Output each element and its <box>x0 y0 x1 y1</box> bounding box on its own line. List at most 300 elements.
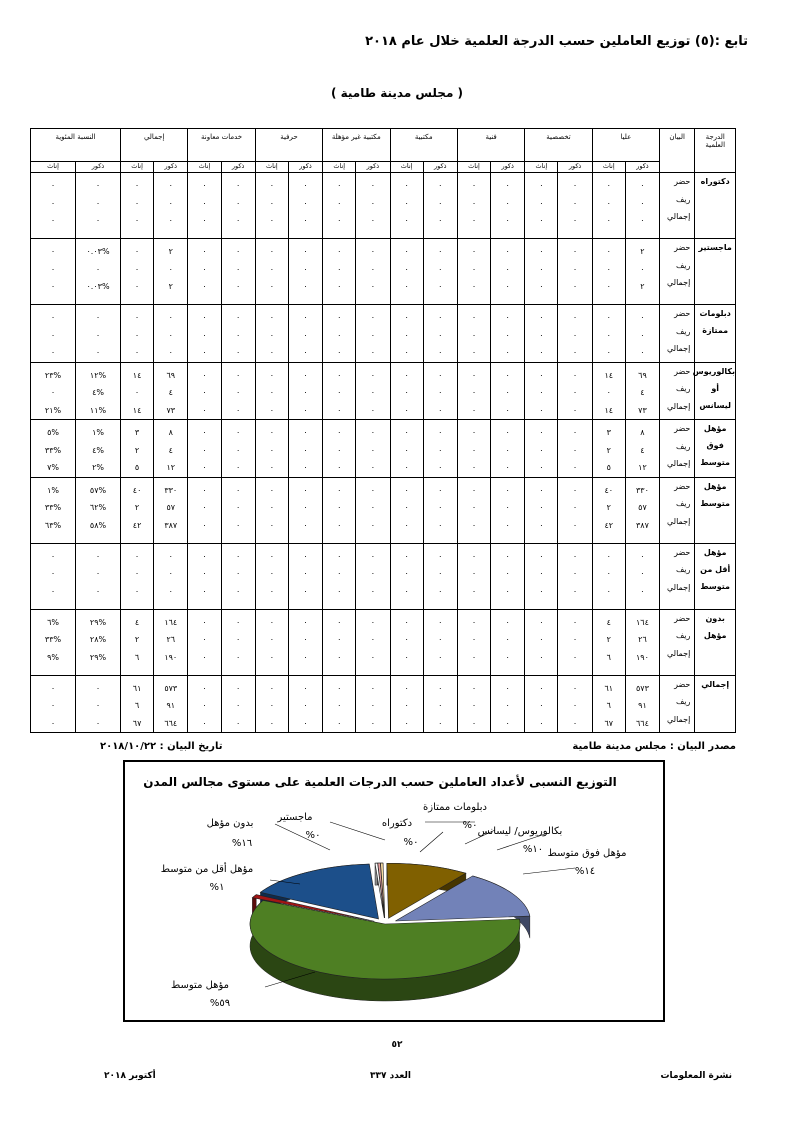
value-cell <box>558 173 592 239</box>
value-cell <box>356 477 390 543</box>
value-cell <box>323 362 356 420</box>
male-subheader: ذكور <box>423 162 457 173</box>
cell-value: ٠ <box>337 718 342 728</box>
cell-value: ٠ <box>505 216 510 225</box>
value-cell <box>525 173 558 239</box>
cell-value: ٠ <box>236 181 241 190</box>
cell-value: ٠ <box>370 652 376 662</box>
value-cell <box>491 239 525 305</box>
value-cell <box>592 305 625 363</box>
cell-value: ٦ <box>606 652 611 662</box>
value-cell <box>288 239 322 305</box>
cell-value: ١٦٤ <box>164 617 178 627</box>
cell-value: ٠ <box>303 635 308 644</box>
cell-value: ٠ <box>303 683 308 693</box>
cell-value: ٠ <box>438 652 443 662</box>
cell-value: %٤ <box>92 388 104 397</box>
cell-value: ١٢ <box>638 463 647 472</box>
cell-value: ٠ <box>404 216 409 225</box>
value-cell <box>288 675 322 733</box>
cell-value: ٠ <box>134 388 140 397</box>
cell-value: ٦ <box>606 701 611 710</box>
cell-value: ٠ <box>572 388 578 397</box>
degree-label: دكتوراه <box>695 173 736 239</box>
value-cell <box>558 362 592 420</box>
value-cell <box>592 362 625 420</box>
value-cell <box>76 609 121 675</box>
footer-publication: نشرة المعلومات <box>660 1071 732 1081</box>
slice-label: ماجستير <box>277 812 313 823</box>
value-cell <box>390 477 423 543</box>
value-cell <box>120 173 153 239</box>
slice-label: مؤهل فوق متوسط <box>547 848 627 859</box>
cell-value: ٠ <box>95 718 101 728</box>
degree-label: دبلومات ممتازة <box>695 305 736 363</box>
category-label: حضر <box>674 177 691 186</box>
cell-value: ٠ <box>337 313 342 322</box>
cell-value: ٠ <box>337 264 342 274</box>
cell-value: ٠ <box>337 503 342 512</box>
cell-value: ٠ <box>404 348 409 357</box>
category-label: حضر <box>674 424 691 433</box>
category-label: إجمالي <box>667 344 691 353</box>
category-cell <box>660 420 695 478</box>
cell-value: %٢٣ <box>44 370 62 380</box>
cell-value: ٠ <box>505 428 510 437</box>
cell-value: ٠ <box>269 551 274 561</box>
cell-value: ٠ <box>202 463 207 472</box>
value-cell <box>423 420 457 478</box>
value-cell <box>288 305 322 363</box>
cell-value: ٠ <box>95 216 101 225</box>
value-cell <box>323 609 356 675</box>
value-cell <box>221 362 255 420</box>
cell-value: ٠ <box>303 485 308 495</box>
cell-value: ٠ <box>236 586 241 596</box>
cell-value: ٠ <box>471 635 477 644</box>
cell-value: ٠ <box>303 282 308 291</box>
cell-value: ١٦٤ <box>636 617 649 627</box>
cell-value: ٦٩ <box>638 370 647 380</box>
cell-value: ٠ <box>50 282 56 291</box>
cell-value: ٠ <box>202 264 207 274</box>
cell-value: ٠ <box>236 701 241 710</box>
cell-value: ٣ <box>606 428 611 437</box>
male-subheader: ذكور <box>491 162 525 173</box>
cell-value: ٠ <box>640 181 645 190</box>
cell-value: ٠ <box>471 348 477 357</box>
cell-value: ٠ <box>404 652 409 662</box>
value-cell <box>525 477 558 543</box>
cell-value: ٢ <box>134 635 140 644</box>
cell-value: ٠ <box>438 330 443 340</box>
cell-value: ٤٠ <box>604 485 614 495</box>
cell-value: ٠ <box>168 313 173 322</box>
cell-value: ٦٩ <box>166 370 176 380</box>
cell-value: ٠ <box>303 247 308 256</box>
cell-value: ٠ <box>471 569 477 578</box>
cell-value: ٠ <box>572 330 578 340</box>
value-cell <box>31 675 76 733</box>
cell-value: ٠ <box>404 520 409 530</box>
cell-value: ٣٣٠ <box>636 485 649 495</box>
cell-value: ٠ <box>404 198 409 208</box>
cell-value: ٠ <box>572 652 578 662</box>
category-label: إجمالي <box>667 648 691 658</box>
cell-value: ٠ <box>370 683 376 693</box>
cell-value: ٠ <box>471 264 477 274</box>
cell-value: ٠ <box>303 181 308 190</box>
value-cell <box>423 675 457 733</box>
cell-value: ٠ <box>134 586 140 596</box>
cell-value: %١ <box>47 485 59 495</box>
cell-value: ٠ <box>471 370 477 380</box>
cell-value: ٠ <box>134 181 140 190</box>
cell-value: ٠ <box>202 586 207 596</box>
degree-label: مؤهل فوق متوسط <box>695 420 736 478</box>
cell-value: ٠ <box>606 551 611 561</box>
cell-value: ٠ <box>236 652 241 662</box>
cell-value: ٠ <box>539 405 544 415</box>
cell-value: ٠ <box>404 569 409 578</box>
footer-issue: العدد ٣٣٧ <box>370 1071 411 1081</box>
value-cell <box>558 543 592 609</box>
cell-value: ٠ <box>202 388 207 397</box>
cell-value: ٠ <box>572 445 578 455</box>
cell-value: ٠ <box>168 330 173 340</box>
slice-value: %١٦ <box>231 838 253 849</box>
cell-value: ٠ <box>168 348 173 357</box>
cell-value: ١٤ <box>132 370 142 380</box>
cell-value: %٢١ <box>44 405 62 415</box>
value-cell <box>76 173 121 239</box>
cell-value: ٠ <box>505 463 510 472</box>
cell-value: ٠ <box>202 569 207 578</box>
cell-value: ٠ <box>269 485 274 495</box>
cell-value: ٠ <box>370 485 376 495</box>
value-cell <box>525 239 558 305</box>
cell-value: ٢٦ <box>638 635 647 644</box>
cell-value: ٠ <box>438 463 443 472</box>
cell-value: ٣٣٠ <box>164 485 178 495</box>
value-cell <box>592 477 625 543</box>
cell-value: ٠ <box>370 181 376 190</box>
cell-value: ٠ <box>370 701 376 710</box>
cell-value: ٠ <box>95 701 101 710</box>
cell-value: ٢ <box>134 445 140 455</box>
value-cell <box>323 305 356 363</box>
cell-value: ٠ <box>134 313 140 322</box>
category-label: إجمالي <box>667 401 691 411</box>
value-cell <box>356 420 390 478</box>
cell-value: ٠ <box>370 718 376 728</box>
cell-value: ٠ <box>505 718 510 728</box>
cell-value: ٢ <box>606 635 611 644</box>
cell-value: ٠ <box>606 348 611 357</box>
cell-value: ٣ <box>134 428 140 437</box>
value-cell <box>188 239 221 305</box>
cell-value: ٠ <box>236 282 241 291</box>
cell-value: ٠ <box>370 520 376 530</box>
cell-value: ٠ <box>539 330 544 340</box>
cell-value: ٠ <box>505 388 510 397</box>
cell-value: ٠ <box>303 503 308 512</box>
value-cell <box>491 609 525 675</box>
value-cell <box>188 420 221 478</box>
cell-value: ٠ <box>438 569 443 578</box>
value-cell <box>390 543 423 609</box>
cell-value: ٠ <box>303 520 308 530</box>
chart-title: التوزيع النسبى لأعداد العاملين حسب الدرجات العلمية على مستوى مجالس المدن <box>143 775 617 789</box>
cell-value: %٢٩ <box>89 652 107 662</box>
cell-value: ٠ <box>236 617 241 627</box>
value-cell <box>525 362 558 420</box>
cell-value: %٦٣ <box>44 520 62 530</box>
cell-value: ٠ <box>471 216 477 225</box>
value-cell <box>457 362 490 420</box>
value-cell <box>120 675 153 733</box>
category-label: حضر <box>674 613 691 623</box>
cell-value: ٠ <box>539 370 544 380</box>
category-cell <box>660 543 695 609</box>
cell-value: ٤ <box>640 388 645 397</box>
cell-value: %٧ <box>47 463 59 472</box>
cell-value: %٠.٠٣ <box>86 247 110 256</box>
value-cell <box>356 675 390 733</box>
value-cell <box>390 675 423 733</box>
cell-value: ٤ <box>168 388 173 397</box>
cell-value: ٠ <box>202 520 207 530</box>
category-label: إجمالي <box>667 212 691 221</box>
cell-value: ٠ <box>269 405 274 415</box>
cell-value: ٠ <box>572 198 578 208</box>
cell-value: ٠ <box>134 569 140 578</box>
value-cell <box>457 609 490 675</box>
value-cell <box>120 362 153 420</box>
cell-value: ٠ <box>50 313 56 322</box>
table-row <box>31 675 736 733</box>
cell-value: ٠ <box>337 247 342 256</box>
cell-value: ٠ <box>337 388 342 397</box>
value-cell <box>288 477 322 543</box>
category-cell <box>660 675 695 733</box>
value-cell <box>491 420 525 478</box>
value-cell <box>288 420 322 478</box>
cell-value: ٠ <box>404 370 409 380</box>
value-cell <box>558 609 592 675</box>
cell-value: ٠ <box>95 181 101 190</box>
category-cell <box>660 609 695 675</box>
cell-value: ٢ <box>606 503 611 512</box>
value-cell <box>255 420 288 478</box>
group-header: مكتبية <box>390 129 457 162</box>
value-cell <box>625 477 659 543</box>
cell-value: ٠ <box>236 635 241 644</box>
category-cell <box>660 173 695 239</box>
cell-value: ٠ <box>572 313 578 322</box>
cell-value: ٦ <box>134 701 140 710</box>
value-cell <box>558 477 592 543</box>
cell-value: ٠ <box>572 485 578 495</box>
cell-value: ٠ <box>95 264 101 274</box>
cell-value: ٠ <box>202 718 207 728</box>
cell-value: ٠ <box>438 520 443 530</box>
cell-value: %١١ <box>89 405 107 415</box>
cell-value: ٠ <box>471 445 477 455</box>
value-cell <box>120 305 153 363</box>
male-subheader: ذكور <box>558 162 592 173</box>
cell-value: ٠ <box>404 485 409 495</box>
cell-value: ٥٧ <box>638 503 647 512</box>
cell-value: ٠ <box>438 485 443 495</box>
cell-value: ٠ <box>471 282 477 291</box>
cell-value: ٠ <box>269 181 274 190</box>
cell-value: ٠ <box>337 405 342 415</box>
cell-value: ٠ <box>303 330 308 340</box>
value-cell <box>120 420 153 478</box>
value-cell <box>188 305 221 363</box>
cell-value: ٠ <box>337 701 342 710</box>
page-number: ٥٢ <box>391 1040 403 1050</box>
group-header: النسبة المئوية <box>31 129 121 162</box>
female-subheader: إناث <box>390 162 423 173</box>
cell-value: ٠ <box>269 635 274 644</box>
cell-value: ٠ <box>640 551 645 561</box>
category-label: حضر <box>674 481 691 491</box>
cell-value: ٠ <box>50 181 56 190</box>
cell-value: ٠ <box>404 551 409 561</box>
category-label: ريف <box>675 499 691 508</box>
cell-value: ٠ <box>505 330 510 340</box>
cell-value: %١ <box>92 428 104 437</box>
cell-value: ٠ <box>303 701 308 710</box>
slice-value: %٠ <box>462 820 478 831</box>
cell-value: ٠ <box>471 405 477 415</box>
cell-value: ٠ <box>50 216 56 225</box>
cell-value: ٧٣ <box>638 405 647 415</box>
value-cell <box>356 543 390 609</box>
cell-value: ٠ <box>572 282 578 291</box>
cell-value: ٠ <box>606 586 611 596</box>
cell-value: %٩ <box>47 652 59 662</box>
value-cell <box>457 420 490 478</box>
value-cell <box>288 173 322 239</box>
council-subtitle: ( مجلس مدينة طامية ) <box>330 86 464 100</box>
value-cell <box>423 543 457 609</box>
female-subheader: إناث <box>323 162 356 173</box>
value-cell <box>255 609 288 675</box>
cell-value: ٠ <box>572 370 578 380</box>
category-label: ريف <box>675 631 691 640</box>
cell-value: ٠ <box>236 520 241 530</box>
cell-value: %٥٧ <box>89 485 107 495</box>
cell-value: ٠ <box>95 569 101 578</box>
cell-value: ٢ <box>606 445 611 455</box>
cell-value: ٠ <box>438 445 443 455</box>
cell-value: ٠ <box>370 586 376 596</box>
cell-value: ٠ <box>505 683 510 693</box>
cell-value: ٠ <box>134 348 140 357</box>
cell-value: ٠ <box>168 181 173 190</box>
cell-value: ٠ <box>606 388 611 397</box>
cell-value: ٠ <box>505 617 510 627</box>
degree-label: بدون مؤهل <box>695 609 736 675</box>
cell-value: ٠ <box>303 348 308 357</box>
value-cell <box>188 609 221 675</box>
category-cell <box>660 362 695 420</box>
cell-value: ٠ <box>269 282 274 291</box>
category-label: إجمالي <box>667 459 691 468</box>
cell-value: ٠ <box>404 313 409 322</box>
value-cell <box>221 239 255 305</box>
slice-value: %٠ <box>403 837 419 848</box>
cell-value: ٠ <box>572 617 578 627</box>
value-cell <box>323 477 356 543</box>
cell-value: ٠ <box>236 503 241 512</box>
cell-value: ٠ <box>337 370 342 380</box>
value-cell <box>356 305 390 363</box>
cell-value: ٠ <box>269 463 274 472</box>
cell-value: ٠ <box>269 503 274 512</box>
cell-value: ٠ <box>572 569 578 578</box>
cell-value: ٦٧ <box>132 718 142 728</box>
cell-value: ٠ <box>269 520 274 530</box>
table-row <box>31 362 736 420</box>
value-cell <box>423 609 457 675</box>
value-cell <box>288 362 322 420</box>
cell-value: ٠ <box>370 569 376 578</box>
cell-value: ٠ <box>202 282 207 291</box>
value-cell <box>221 609 255 675</box>
value-cell <box>625 362 659 420</box>
cell-value: ٠ <box>539 463 544 472</box>
cell-value: ٢٦ <box>166 635 176 644</box>
value-cell <box>356 609 390 675</box>
degree-label: ماجستير <box>695 239 736 305</box>
cell-value: ٠ <box>269 445 274 455</box>
cell-value: ٠ <box>539 652 544 662</box>
cell-value: ٠ <box>539 428 544 437</box>
value-cell <box>625 305 659 363</box>
cell-value: %٦٢ <box>89 503 107 512</box>
value-cell <box>221 305 255 363</box>
cell-value: ٤ <box>168 445 173 455</box>
cell-value: ٠ <box>505 701 510 710</box>
value-cell <box>491 173 525 239</box>
cell-value: ٠ <box>337 428 342 437</box>
cell-value: ٠ <box>134 330 140 340</box>
cell-value: ٠ <box>236 551 241 561</box>
cell-value: ٠ <box>539 264 544 274</box>
cell-value: ٠ <box>236 348 241 357</box>
cell-value: ٠ <box>202 445 207 455</box>
cell-value: ٠ <box>370 388 376 397</box>
cell-value: ٠ <box>438 216 443 225</box>
value-cell <box>154 239 188 305</box>
cell-value: ٠ <box>404 445 409 455</box>
category-label: ريف <box>675 697 691 706</box>
value-cell <box>592 543 625 609</box>
value-cell <box>323 420 356 478</box>
cell-value: ٠ <box>50 348 56 357</box>
value-cell <box>154 420 188 478</box>
cell-value: %١٢ <box>89 370 107 380</box>
cell-value: ٠ <box>539 701 544 710</box>
col-stmt-header: البيان <box>660 129 695 173</box>
cell-value: ٠ <box>438 313 443 322</box>
value-cell <box>188 362 221 420</box>
value-cell <box>423 362 457 420</box>
